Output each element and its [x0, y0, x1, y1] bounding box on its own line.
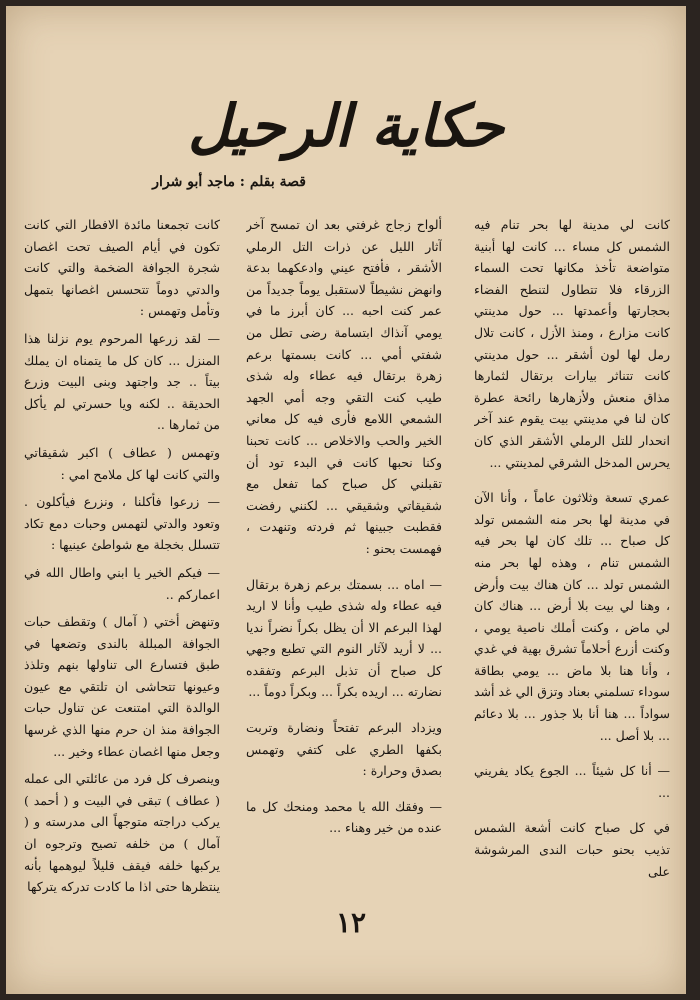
- text-column-right: [474, 214, 670, 904]
- text-column-left: [24, 214, 220, 904]
- paragraph: وينصرف كل فرد من عائلتي الى عمله ( عطاف ) تبقى في البيت و ( أحمد ) يركب دراجته متوجهاً الى مدرسته و ( آمال ) من خلفه تصيح وترجوه ان يركبها خلفه فيقف قليلاً ليوهمها بأنه ينتظرها حتى اذا ما كادت تدركه يتركها: [24, 771, 220, 895]
- paragraph: ألواح زجاج غرفتي بعد ان تمسح آخر آثار الليل عن ذرات التل الرملي الأشقر ، فأفتح عيني وادعكهما بدعة وانهض نشيطاً لاستقبل يوماً جديداً من عمر كنت احبه ... كان أبرز ما في يومي آنذاك ابتسامة رضى تطل من شفتي أمي ... كانت بسمتها برعم زهرة برتقال فيه عطاء وله شذى طيب كنت التقي وجه أمي الجهد الشمعي اللامع فأرى فيه كل معاني الخير والحب والاخلاص ... كانت تحبنا وكنا نحبها كانت في البدء تود أن تقبلني كل صباح كما تفعل مع شقيقاتي وشقيقي ... لكنني رفضت فقطبت جبينها ثم فردته وتنهدت ، فهمست بحنو :: [246, 217, 442, 556]
- paragraph: كانت لي مدينة لها بحر تنام فيه الشمس كل مساء ... كانت لها أبنية متواضعة تأخذ مكانها تحت السماء الزرقاء فلا تتطاول لتنطح الفضاء بحجارتها وأعمدتها ... حول مدينتي كانت مزارع ، ومنذ الأزل ، كانت تلال رمل لها لون أشقر ... حول مدينتي كانت تتناثر بيارات برتقال لثمارها مذاق منعش ولأزهارها رائحة عطرة كان لنا في مدينتي بيت يقوم عند آخر انحدار للتل الرملي الأشقر الذي كان يحرس المدخل الشرقي لمدينتي ...: [474, 217, 670, 470]
- paragraph: — فيكم الخير يا ابني واطال الله في اعماركم ..: [24, 564, 220, 602]
- page-number: ١٢: [335, 906, 367, 939]
- story-title: حكاية الرحيل: [187, 92, 505, 160]
- paragraph: — اماه ... بسمتك برعم زهرة برتقال فيه عطاء وله شذى طيب وأنا لا اريد لهذا البرعم الا أن يظل بكراً نضراً نديا ... لا أريد لآثار النوم التي تطبع وجهي كل صباح أن تذبل البرعم وتفقده نضارته ... اريده بكراً ... وبكراً دوماً ...: [246, 576, 442, 700]
- paragraph: كانت تجمعنا مائدة الافطار التي كانت تكون في أيام الصيف تحت اغصان شجرة الجوافة الضخمة والتي كانت والدتي دوماً تتحسس اغصانها بتمهل وتأمل وتهمس :: [24, 217, 220, 319]
- text-column-middle: [246, 214, 442, 904]
- paragraph: — وفقك الله يا محمد ومنحك كل ما عنده من خير وهناء ...: [246, 798, 442, 836]
- paragraph: — أنا كل شيئاً ... الجوع يكاد يفريني ...: [474, 763, 670, 800]
- paragraph: وتهمس ( عطاف ) اكبر شقيقاتي والتي كانت لها كل ملامح امي :: [24, 444, 220, 482]
- paragraph: وتنهض أختي ( آمال ) وتقطف حبات الجوافة المبللة بالندى وتضعها في طبق فتسارع الى تناولها بنهم وتلذذ وعيونها تتحاشى ان تلتقي مع عيون الوالدة التي امتنعت عن تناول حبات الجوافة منذ ان حرم منها الذي غرسها وجعل منها اغصان عطاء وخير ...: [24, 614, 220, 759]
- paragraph: — لقد زرعها المرحوم يوم نزلنا هذا المنزل ... كان كل ما يتمناه ان يملك بيتاً .. جد واجتهد وبنى البيت وزرع الحديقة .. لكنه ويا حسرتي لم يأكل من ثمارها ..: [24, 330, 220, 433]
- paragraph: — زرعوا فأكلنا ، ونزرع فيأكلون . وتعود والدتي لتهمس وحبات دمع تكاد تتسلل بخجلة مع شواطئ عينيها :: [24, 494, 220, 553]
- author-byline: قصة بقلم : ماجد أبو شرار: [152, 174, 306, 190]
- magazine-page: [6, 6, 686, 994]
- paragraph: في كل صباح كانت أشعة الشمس تذيب بحنو حبات الندى المرشوشة على: [474, 820, 670, 879]
- paragraph: عمري تسعة وثلاثون عاماً ، وأنا الآن في مدينة لها بحر منه الشمس تولد كل صباح ... تلك كان لها بحر فيه الشمس تنام ، وهذه لها بحر منه الشمس تولد ... كان هناك بيت وأرض ، وهنا لي بيت بلا أرض ... هناك كان لي ماض ، وكنت أملك ناصية يومي ، وكنت أزرع أحلاماً تشرق بهية في غدي ، وأنا هنا بلا ماض ... يومي بطاقة سوداء تسلمني بعناد وتزق الي غد أشد سواداً ... هنا أنا بلا جذور ... بلا دعائم ... بلا أصل ...: [474, 490, 670, 743]
- paragraph: ويزداد البرعم تفتحاً ونضارة وتربت بكفها الطري على كتفي وتهمس بصدق وحرارة :: [246, 720, 442, 779]
